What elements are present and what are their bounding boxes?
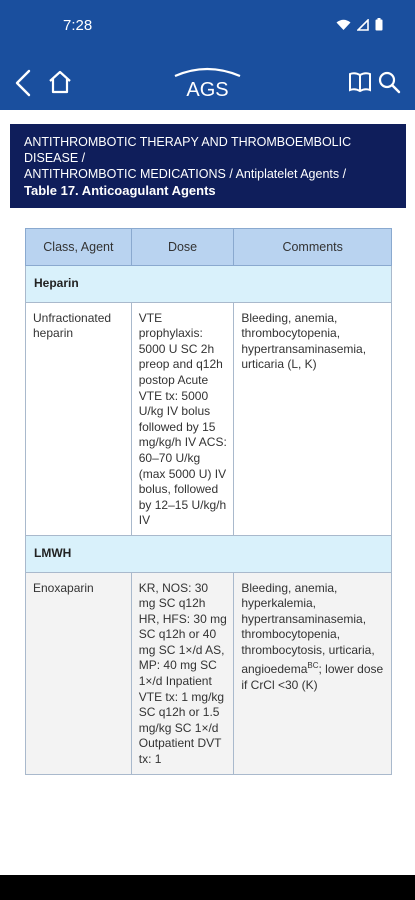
column-header-agent: Class, Agent	[26, 229, 132, 266]
search-icon[interactable]	[377, 70, 401, 94]
agent-cell: Unfractionated heparin	[26, 302, 132, 535]
signal-icon	[357, 19, 369, 31]
content-area[interactable]	[0, 110, 415, 875]
home-icon[interactable]	[46, 68, 74, 96]
wifi-icon	[336, 19, 351, 31]
table-header-row	[26, 229, 392, 266]
battery-icon	[375, 18, 383, 31]
section-label: LMWH	[26, 535, 392, 572]
column-header-dose: Dose	[131, 229, 234, 266]
breadcrumb-header	[10, 124, 406, 208]
agent-cell: Enoxaparin	[26, 572, 132, 774]
table-row	[26, 572, 392, 774]
comments-cell	[234, 572, 392, 774]
comments-text-after: ; lower dose if CrCl <30 (K)	[241, 662, 384, 693]
logo-text: AGS	[186, 79, 229, 100]
table-row	[26, 302, 392, 535]
section-row-heparin	[26, 266, 392, 303]
section-label: Heparin	[26, 266, 392, 303]
column-header-comments: Comments	[234, 229, 392, 266]
dose-cell: VTE prophylaxis: 5000 U SC 2h preop and q12h postop Acute VTE tx: 5000 U/kg IV bolus followed by 15 mg/kg/h IV ACS: 60–70 U/kg (max 5000 U) IV bolus, followed by 12–15 U/kg/h IV	[131, 302, 234, 535]
comments-cell: Bleeding, anemia, thrombocytopenia, hypertransaminasemia, urticaria (L, K)	[234, 302, 392, 535]
breadcrumb-path-line2[interactable]: ANTITHROMBOTIC MEDICATIONS / Antiplatelet Agents /	[24, 167, 347, 181]
status-time: 7:28	[63, 17, 93, 34]
comments-text: Bleeding, anemia, hyperkalemia, hypertransaminasemia, thrombocytopenia, thrombocytosis, urticaria, angioedema	[241, 580, 375, 677]
book-icon[interactable]	[347, 70, 373, 94]
breadcrumb-path-line1[interactable]: ANTITHROMBOTIC THERAPY AND THROMBOEMBOLIC DISEASE /	[24, 135, 352, 165]
back-arrow-icon[interactable]	[12, 68, 34, 98]
app-header	[0, 0, 415, 110]
section-row-lmwh	[26, 535, 392, 572]
system-nav-bar	[0, 875, 415, 900]
status-icons	[336, 18, 383, 31]
ags-logo	[170, 66, 245, 100]
logo-swoosh	[170, 66, 245, 100]
anticoagulant-table	[25, 228, 392, 775]
dose-cell: KR, NOS: 30 mg SC q12h HR, HFS: 30 mg SC q12h or 40 mg SC 1×/d AS, MP: 40 mg SC 1×/d Inpatient VTE tx: 1 mg/kg SC q12h or 1.5 mg/kg SC 1×/d Outpatient DVT tx: 1	[131, 572, 234, 774]
nav-bar	[0, 60, 415, 106]
page-title: Table 17. Anticoagulant Agents	[24, 183, 216, 198]
comments-superscript: BC	[307, 661, 319, 671]
